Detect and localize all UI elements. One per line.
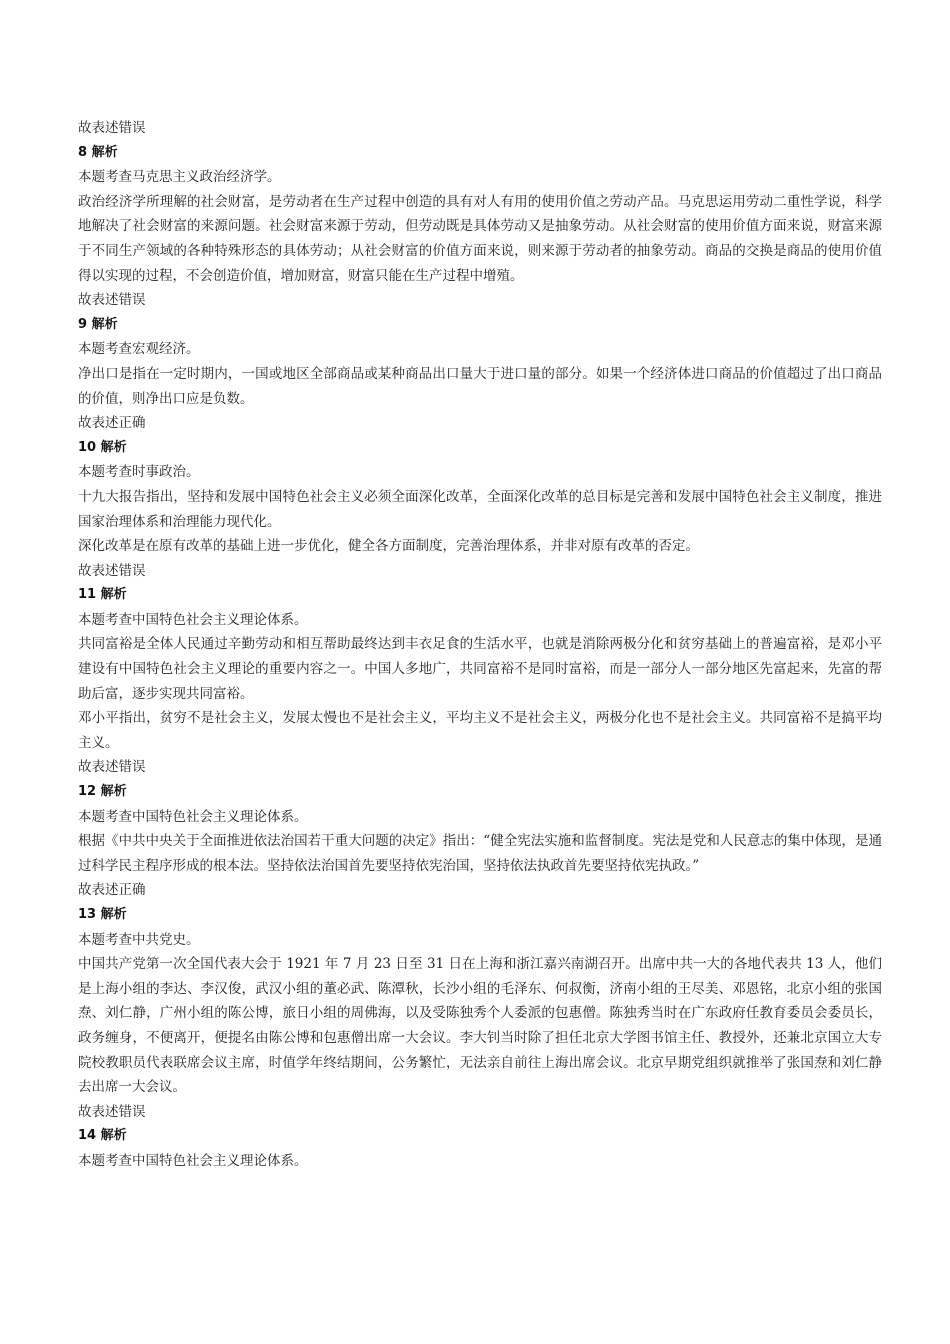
paragraph: 净出口是指在一定时期内，一国或地区全部商品或某种商品出口量大于进口量的部分。如果一个经济体进口商品的价值超过了出口商品的价值，则净出口应是负数。 <box>78 365 882 407</box>
analysis-section-12 <box>78 780 882 903</box>
section-heading: 10 解析 <box>78 439 127 455</box>
section-heading: 8 解析 <box>78 144 118 160</box>
section-heading: 11 解析 <box>78 587 127 603</box>
topic-text: 本题考查中国特色社会主义理论体系。 <box>78 808 308 825</box>
paragraph: 中国共产党第一次全国代表大会于 1921 年 7 月 23 日至 31 日在上海和浙江嘉兴南湖召开。出席中共一大的各地代表共 13 人，他们是上海小组的李达、李汉俊，武汉小组的董必武、陈潭秋，长沙小组的毛泽东、何叔衡，济南小组的王尽美、邓恩铭，北京小组的张国焘、刘仁静，广州小组的陈公博，旅日小组的周佛海，以及受陈独秀个人委派的包惠僧。陈独秀当时在广东政府任教育委员会委员长，政务缠身，不便离开，便提名由陈公博和包惠僧出席一大会议。李大钊当时除了担任北京大学图书馆主任、教授外，还兼北京国立大专院校教职员代表联席会议主席，时值学年终结期间，公务繁忙，无法亲自前往上海出席会议。北京早期党组织就推举了张国焘和刘仁静去出席一大会议。 <box>78 956 882 1096</box>
paragraph: 政治经济学所理解的社会财富，是劳动者在生产过程中创造的具有对人有用的使用价值之劳动产品。马克思运用劳动二重性学说，科学地解决了社会财富的来源问题。社会财富来源于劳动，但劳动既是具体劳动又是抽象劳动。从社会财富的使用价值方面来说，财富来源于不同生产领域的各种特殊形态的具体劳动；从社会财富的价值方面来说，则来源于劳动者的抽象劳动。商品的交换是商品的使用价值得以实现的过程，不会创造价值，增加财富，财富只能在生产过程中增殖。 <box>78 193 882 284</box>
verdict-text: 故表述错误 <box>78 562 146 579</box>
section-heading: 14 解析 <box>78 1128 127 1144</box>
analysis-section-9 <box>78 313 882 436</box>
paragraph: 根据《中共中央关于全面推进依法治国若干重大问题的决定》指出：“健全宪法实施和监督制度。宪法是党和人民意志的集中体现，是通过科学民主程序形成的根本法。坚持依法治国首先要坚持依宪治国，坚持依法执政首先要坚持依宪执政。” <box>78 833 882 874</box>
topic-text: 本题考查时事政治。 <box>78 464 200 481</box>
verdict-text: 故表述错误 <box>78 120 146 136</box>
topic-text: 本题考查马克思主义政治经济学。 <box>78 169 281 186</box>
topic-text: 本题考查中共党史。 <box>78 931 200 948</box>
section-heading: 9 解析 <box>78 316 118 332</box>
topic-text: 本题考查宏观经济。 <box>78 341 200 358</box>
verdict-text: 故表述错误 <box>78 759 146 776</box>
verdict-text: 故表述正确 <box>78 415 146 432</box>
analysis-section-8 <box>78 141 882 313</box>
verdict-text: 故表述正确 <box>78 882 146 899</box>
analysis-section-10 <box>78 436 882 584</box>
analysis-section-13 <box>78 903 882 1124</box>
analysis-section-14 <box>78 1124 882 1173</box>
section-heading: 12 解析 <box>78 784 127 800</box>
section-heading: 13 解析 <box>78 907 127 922</box>
verdict-text: 故表述错误 <box>78 292 146 309</box>
paragraph: 十九大报告指出，坚持和发展中国特色社会主义必须全面深化改革，全面深化改革的总目标是完善和发展中国特色社会主义制度，推进国家治理体系和治理能力现代化。 <box>78 488 882 530</box>
verdict-text: 故表述错误 <box>78 1103 146 1120</box>
paragraph: 共同富裕是全体人民通过辛勤劳动和相互帮助最终达到丰衣足食的生活水平，也就是消除两极分化和贫穷基础上的普遍富裕，是邓小平建设有中国特色社会主义理论的重要内容之一。中国人多地广，共同富裕不是同时富裕，而是一部分人一部分地区先富起来，先富的帮助后富，逐步实现共同富裕。 <box>78 636 882 702</box>
analysis-section-11 <box>78 583 882 780</box>
paragraph: 深化改革是在原有改革的基础上进一步优化，健全各方面制度，完善治理体系，并非对原有改革的否定。 <box>78 538 699 555</box>
document-page <box>78 116 882 1174</box>
paragraph: 邓小平指出，贫穷不是社会主义，发展太慢也不是社会主义，平均主义不是社会主义，两极分化也不是社会主义。共同富裕不是搞平均主义。 <box>78 710 882 751</box>
topic-text: 本题考查中国特色社会主义理论体系。 <box>78 1152 308 1169</box>
topic-text: 本题考查中国特色社会主义理论体系。 <box>78 611 308 628</box>
